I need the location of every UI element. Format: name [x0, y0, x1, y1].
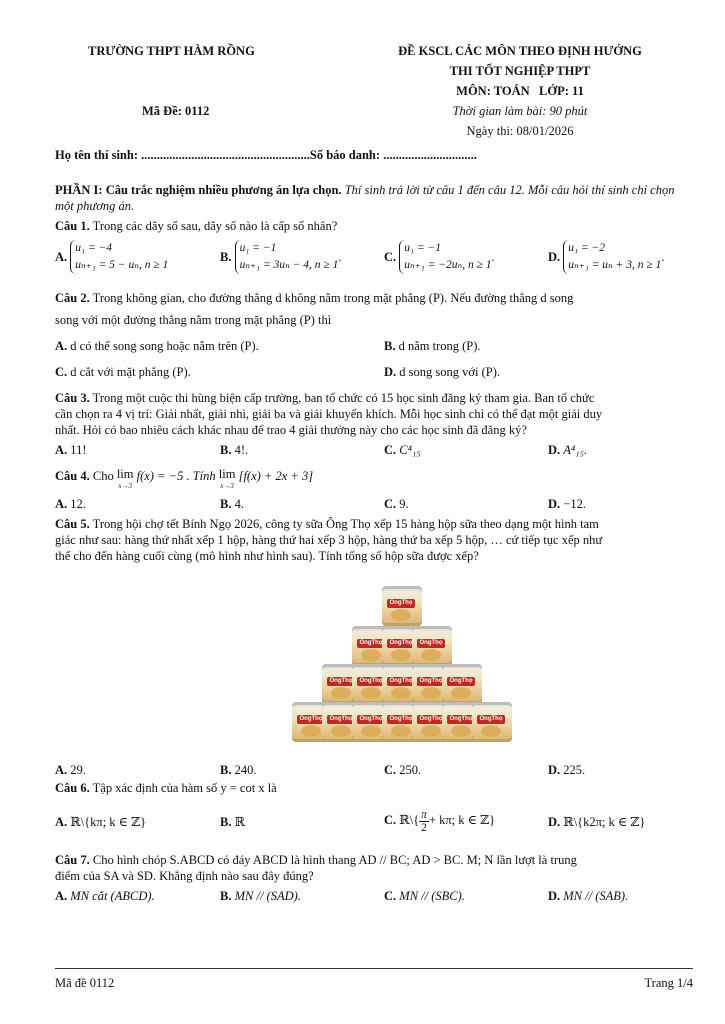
milk-can: ÔngThọ [352, 664, 392, 704]
q5-stem-3: thế cho đến hàng cuối cùng (mô hình như hình sau). Tính tổng số hộp sữa được xếp? [55, 549, 479, 563]
q3-option-c[interactable]: C. C⁴₁₅ [384, 443, 421, 457]
milk-can: ÔngThọ [322, 702, 362, 742]
q5-option-d[interactable]: D. 225. [548, 763, 586, 777]
pi-over-2: $\frac{\pi}{2}$ [421, 808, 427, 834]
q4-stem: Câu 4. Cho lim x→3 f(x) = −5 . Tính lim x→3 [f(x) + 2x + 3] [55, 467, 314, 490]
q4-option-c[interactable]: C. 9. [384, 497, 409, 511]
q1-option-d[interactable]: D. u₁ = −2 uₙ₊₁ = uₙ + 3, n ≥ 1 . [548, 240, 664, 274]
q2-option-b[interactable]: B. d nằm trong (P). [384, 339, 481, 353]
q7-option-d[interactable]: D. MN // (SAB). [548, 889, 629, 903]
option-letter: A. [55, 250, 68, 264]
milk-can: ÔngThọ [412, 702, 452, 742]
milk-can: ÔngThọ [382, 702, 422, 742]
milk-can: ÔngThọ [322, 664, 362, 704]
q6-option-b[interactable]: B. ℝ [220, 815, 245, 829]
q4-label: Câu 4. [55, 469, 90, 483]
q1-text: Trong các dãy số sau, dãy số nào là cấp số nhân? [92, 219, 338, 233]
q6-option-a[interactable]: A. ℝ\{kπ; k ∈ ℤ} [55, 815, 147, 829]
part1-title: PHẦN I: Câu trắc nghiệm nhiều phương án lựa chọn. [55, 183, 342, 197]
q1-option-b[interactable]: B. u₁ = −1 uₙ₊₁ = 3uₙ − 4, n ≥ 1 . [220, 240, 341, 274]
q6-option-d[interactable]: D. ℝ\{k2π; k ∈ ℤ} [548, 815, 646, 829]
q2-option-a[interactable]: A. d có thể song song hoặc nằm trên (P). [55, 339, 259, 353]
q7-option-a[interactable]: A. MN cắt (ABCD). [55, 889, 155, 903]
q3-stem-2: cần chọn ra 4 vị trí: Giải nhất, giải nhì, giải ba và giải khuyến khích. Mỗi học sinh chỉ có thể đạt một giải duy [55, 407, 603, 421]
q7-option-c[interactable]: C. MN // (SBC). [384, 889, 465, 903]
exam-date: Ngày thi: 08/01/2026 [466, 124, 574, 138]
q3-option-b[interactable]: B. 4!. [220, 443, 249, 457]
q7-option-b[interactable]: B. MN // (SAD). [220, 889, 301, 903]
q4-limit-1: lim x→3 [116, 467, 134, 490]
q4-option-a[interactable]: A. 12. [55, 497, 86, 511]
milk-can: ÔngThọ [352, 702, 392, 742]
q3-stem-1: Câu 3. Trong một cuộc thi hùng biện cấp trường, ban tổ chức có 15 học sinh đăng ký tham gia. Ban tổ chức [55, 391, 595, 405]
exam-title-2: THI TỐT NGHIỆP THPT [449, 64, 591, 78]
q3-option-d[interactable]: D. A⁴₁₅. [548, 443, 588, 457]
exam-code: Mã Đề: 0112 [142, 104, 210, 118]
q3-stem-3: nhất. Hỏi có bao nhiêu cách khác nhau để trao 4 giải thưởng này cho các học sinh đã đăng ký? [55, 423, 527, 437]
q1-option-a[interactable] [55, 240, 168, 274]
q2-option-d[interactable]: D. d song song với (P). [384, 365, 500, 379]
school-name: TRƯỜNG THPT HÀM RỒNG [88, 44, 255, 58]
milk-can: ÔngThọ [472, 702, 512, 742]
q4-limit-2: lim x→3 [218, 467, 236, 490]
q1-label: Câu 1. [55, 219, 90, 233]
option-letter: B. [220, 250, 232, 264]
q3-option-a[interactable]: A. 11! [55, 443, 87, 457]
milk-can: ÔngThọ [382, 626, 422, 666]
q1-c-system: u₁ = −1 uₙ₊₁ = −2uₙ, n ≥ 1 [399, 240, 491, 274]
milk-can-pyramid [288, 582, 513, 750]
q5-option-b[interactable]: B. 240. [220, 763, 257, 777]
milk-can: ÔngThọ [352, 626, 392, 666]
option-letter: D. [548, 250, 561, 264]
q6-stem: Câu 6. Tập xác định của hàm số y = cot x là [55, 781, 277, 795]
milk-can: ÔngThọ [382, 664, 422, 704]
milk-can: ÔngThọ [292, 702, 332, 742]
q4-option-b[interactable]: B. 4. [220, 497, 244, 511]
subject: MÔN: TOÁN LỚP: 11 [456, 84, 584, 98]
q1-a-system: u₁ = −4 uₙ₊₁ = 5 − uₙ, n ≥ 1 [70, 240, 168, 274]
part1-instruction: Thí sinh trả lời từ câu 1 đến câu 12. Mỗi câu hỏi thí sinh chỉ chọn một phương án. [55, 183, 675, 213]
q2-stem-2: song với một đường thẳng nằm trong mặt phẳng (P) thì [55, 313, 332, 327]
q7-stem-2: điểm của SA và SD. Khẳng định nào sau đây đúng? [55, 869, 314, 883]
q2-stem-1 [55, 290, 695, 306]
q6-label: Câu 6. [55, 781, 90, 795]
milk-can: ÔngThọ [442, 702, 482, 742]
q6-option-c[interactable]: C. ℝ\{ $\frac{\pi}{2}$ + kπ; k ∈ ℤ} [384, 808, 496, 834]
q5-stem-2: giác như sau: hàng thứ nhất xếp 1 hộp, hàng thứ hai xếp 3 hộp, hàng thứ ba xếp 5 hộp, … cứ tiếp tục xếp như [55, 533, 603, 547]
footer-divider [55, 968, 693, 969]
q1-stem [55, 218, 695, 234]
q1-d-system: u₁ = −2 uₙ₊₁ = uₙ + 3, n ≥ 1 [563, 240, 661, 274]
q5-stem-1: Câu 5. Trong hội chợ tết Bính Ngọ 2026, công ty sữa Ông Thọ xếp 15 hàng hộp sữa theo dạng một hình tam [55, 517, 599, 531]
q7-label: Câu 7. [55, 853, 90, 867]
q2-text-1: Trong không gian, cho đường thẳng d không nằm trong mặt phẳng (P). Nếu đường thẳng d song [92, 291, 574, 305]
milk-can: ÔngThọ [382, 586, 422, 626]
q5-option-c[interactable]: C. 250. [384, 763, 422, 777]
q1-option-c[interactable]: C. u₁ = −1 uₙ₊₁ = −2uₙ, n ≥ 1 . [384, 240, 495, 274]
q5-label: Câu 5. [55, 517, 90, 531]
q4-option-d[interactable]: D. −12. [548, 497, 586, 511]
footer-page: Trang 1/4 [644, 976, 693, 990]
milk-can: ÔngThọ [412, 626, 452, 666]
candidate-line: Họ tên thí sinh: ......................................................Số báo danh: .............................. [55, 148, 477, 162]
q2-label: Câu 2. [55, 291, 90, 305]
duration: Thời gian làm bài: 90 phút [452, 104, 588, 118]
milk-can: ÔngThọ [412, 664, 452, 704]
q5-option-a[interactable]: A. 29. [55, 763, 86, 777]
footer-code: Mã đề 0112 [55, 976, 115, 990]
milk-can: ÔngThọ [442, 664, 482, 704]
option-letter: C. [384, 250, 397, 264]
q2-option-c[interactable]: C. d cắt với mặt phẳng (P). [55, 365, 191, 379]
q7-stem-1: Câu 7. Cho hình chóp S.ABCD có đáy ABCD là hình thang AD // BC; AD > BC. M; N lần lượt là trung [55, 853, 577, 867]
q3-label: Câu 3. [55, 391, 90, 405]
exam-title-1: ĐỀ KSCL CÁC MÔN THEO ĐỊNH HƯỚNG [398, 44, 642, 58]
q1-b-system: u₁ = −1 uₙ₊₁ = 3uₙ − 4, n ≥ 1 [235, 240, 339, 274]
part1-heading [55, 182, 695, 214]
